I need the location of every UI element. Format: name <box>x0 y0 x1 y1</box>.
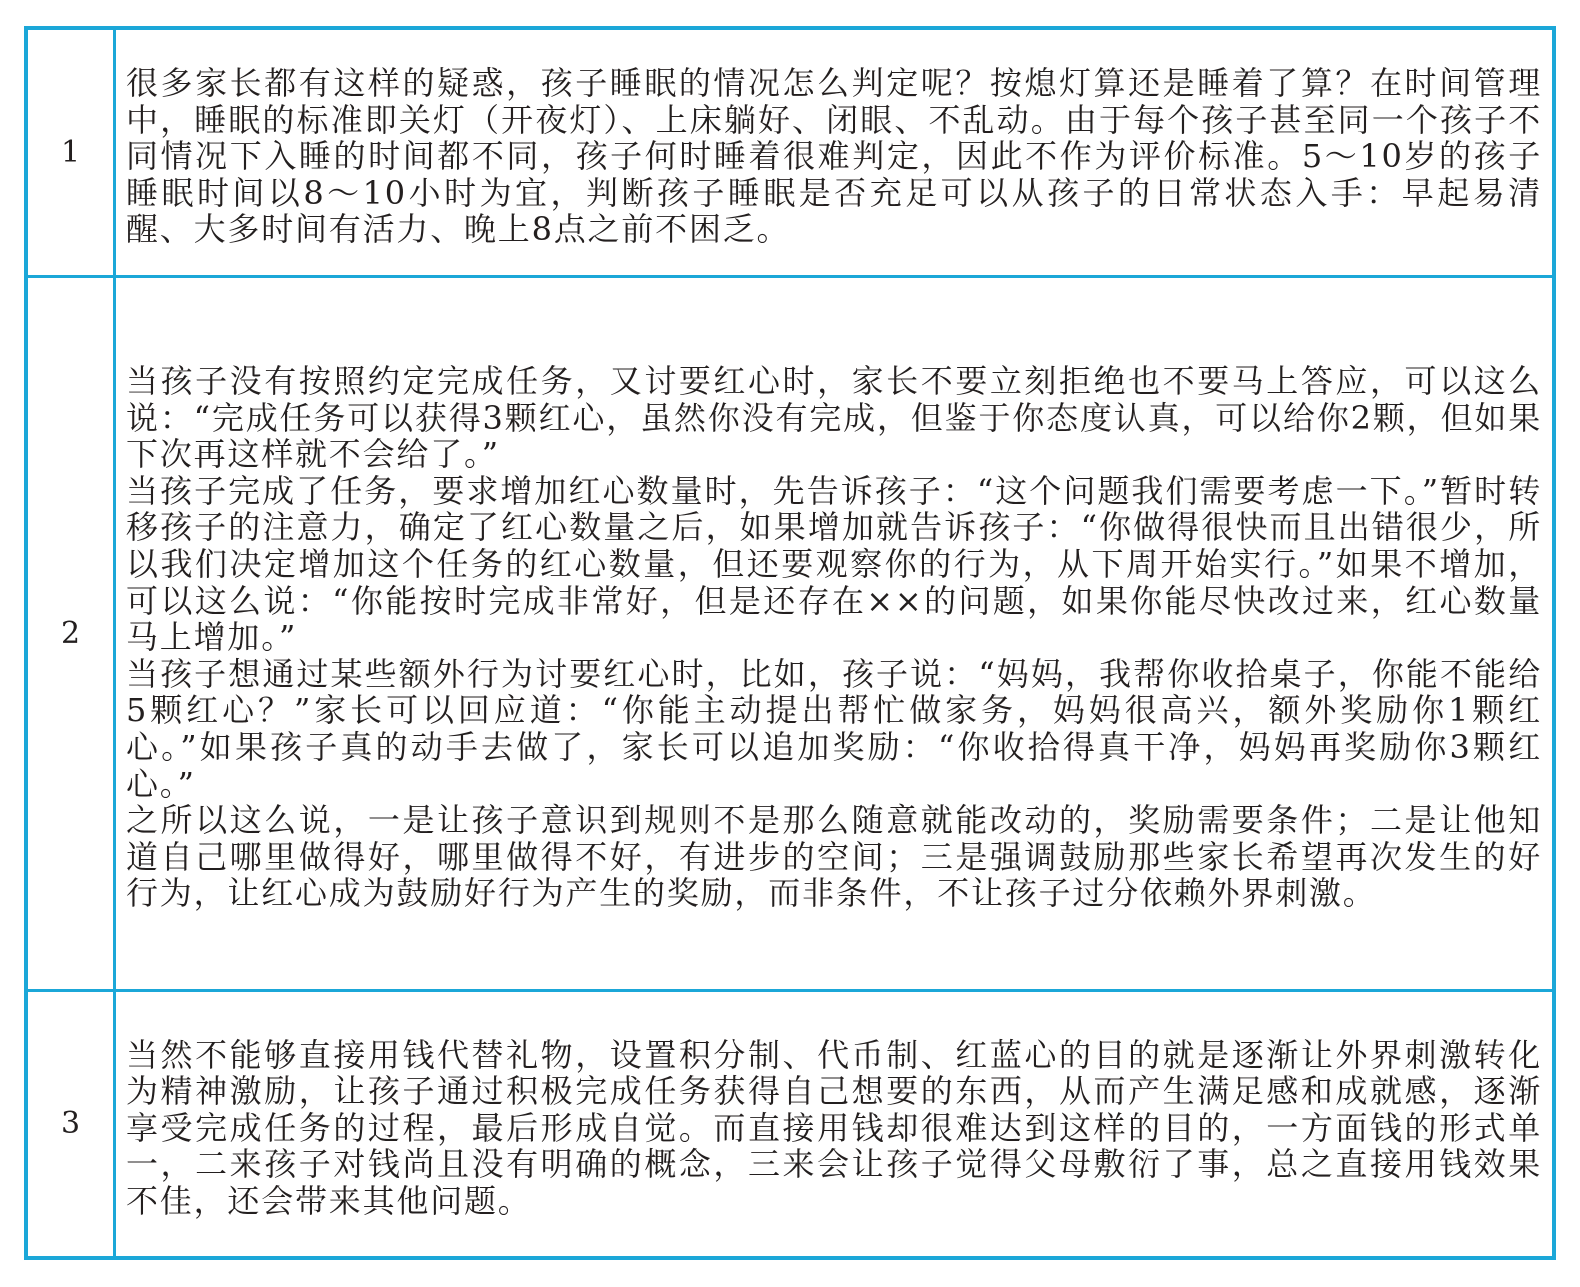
answer-cell <box>116 992 1552 1256</box>
row-number: 2 <box>28 278 116 989</box>
paragraph: 当孩子想通过某些额外行为讨要红心时，比如，孩子说：“妈妈，我帮你收拾桌子，你能不能给5颗红心？”家长可以回应道：“你能主动提出帮忙做家务，妈妈很高兴，额外奖励你1颗红心。”如果孩子真的动手去做了，家长可以追加奖励：“你收拾得真干净，妈妈再奖励你3颗红心。” <box>126 654 1542 803</box>
paragraph: 当然不能够直接用钱代替礼物，设置积分制、代币制、红蓝心的目的就是逐渐让外界刺激转化为精神激励，让孩子通过积极完成任务获得自己想要的东西，从而产生满足感和成就感，逐渐享受完成任务的过程，最后形成自觉。而直接用钱却很难达到这样的目的，一方面钱的形式单一，二来孩子对钱尚且没有明确的概念，三来会让孩子觉得父母敷衍了事，总之直接用钱效果不佳，还会带来其他问题。 <box>126 1035 1542 1220</box>
table-row <box>28 278 1552 992</box>
table-row <box>28 30 1552 278</box>
faq-table <box>24 26 1556 1260</box>
row-number: 1 <box>28 30 116 275</box>
paragraph: 之所以这么说，一是让孩子意识到规则不是那么随意就能改动的，奖励需要条件；二是让他知道自己哪里做得好，哪里做得不好，有进步的空间；三是强调鼓励那些家长希望再次发生的好行为，让红心成为鼓励好行为产生的奖励，而非条件，不让孩子过分依赖外界刺激。 <box>126 801 1542 913</box>
paragraph: 当孩子完成了任务，要求增加红心数量时，先告诉孩子：“这个问题我们需要考虑一下。”暂时转移孩子的注意力，确定了红心数量之后，如果增加就告诉孩子：“你做得很快而且出错很少，所以我们决定增加这个任务的红心数量，但还要观察你的行为，从下周开始实行。”如果不增加，可以这么说：“你能按时完成非常好，但是还存在××的问题，如果你能尽快改过来，红心数量马上增加。” <box>126 471 1542 657</box>
paragraph: 当孩子没有按照约定完成任务，又讨要红心时，家长不要立刻拒绝也不要马上答应，可以这么说：“完成任务可以获得3颗红心，虽然你没有完成，但鉴于你态度认真，可以给你2颗，但如果下次再这样就不会给了。” <box>126 362 1542 474</box>
answer-cell <box>116 30 1552 275</box>
row-number: 3 <box>28 992 116 1256</box>
paragraph: 很多家长都有这样的疑惑，孩子睡眠的情况怎么判定呢？按熄灯算还是睡着了算？在时间管理中，睡眠的标准即关灯（开夜灯）、上床躺好、闭眼、不乱动。由于每个孩子甚至同一个孩子不同情况下入睡的时间都不同，孩子何时睡着很难判定，因此不作为评价标准。5～10岁的孩子睡眠时间以8～10小时为宜，判断孩子睡眠是否充足可以从孩子的日常状态入手：早起易清醒、大多时间有活力、晚上8点之前不困乏。 <box>126 64 1542 249</box>
table-row <box>28 992 1552 1256</box>
answer-cell <box>116 278 1552 989</box>
